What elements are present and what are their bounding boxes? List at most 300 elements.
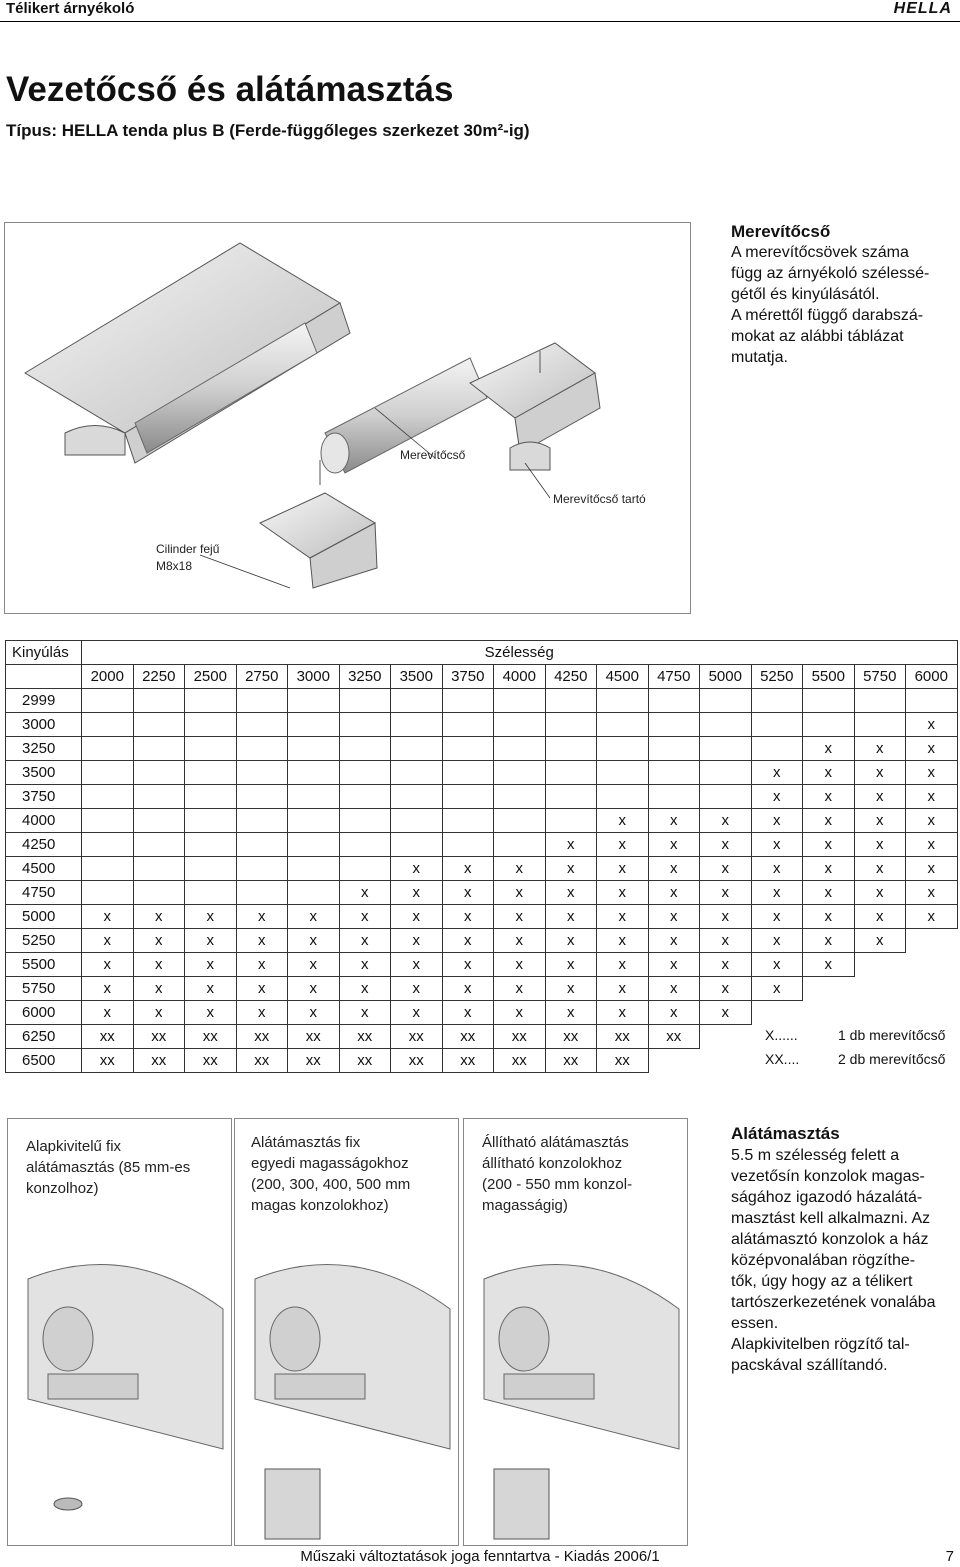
table-cell: x [545, 833, 597, 857]
table-cell: x [391, 905, 443, 929]
table-cell: x [185, 905, 237, 929]
table-cell [133, 761, 185, 785]
table-cell: x [906, 857, 958, 881]
table-cell: x [597, 977, 649, 1001]
table-cell [391, 761, 443, 785]
table-cell: x [82, 929, 134, 953]
support-1-drawing [8, 1249, 231, 1529]
table-cell: x [185, 953, 237, 977]
table-cell: x [185, 929, 237, 953]
table-cell [288, 689, 340, 713]
table-cell [133, 713, 185, 737]
table-cell: xx [494, 1049, 546, 1073]
table-cell: x [442, 977, 494, 1001]
table-cell: x [339, 929, 391, 953]
table-cell: x [288, 1001, 340, 1025]
table-cell: x [82, 1001, 134, 1025]
label-screw-line2: M8x18 [156, 559, 193, 573]
column-width-label: 3750 [442, 665, 494, 689]
table-cell [751, 737, 803, 761]
table-cell [133, 833, 185, 857]
table-cell: x [442, 881, 494, 905]
table-cell [391, 833, 443, 857]
table-cell: x [803, 857, 855, 881]
table-row [6, 761, 958, 785]
table-cell [442, 785, 494, 809]
table-cell [597, 737, 649, 761]
support-box-1 [7, 1118, 232, 1546]
table-cell: x [648, 809, 700, 833]
table-cell: x [751, 833, 803, 857]
empty-cell [906, 953, 958, 977]
empty-cell [906, 929, 958, 953]
column-width-label: 5000 [700, 665, 752, 689]
table-cell [236, 833, 288, 857]
table-cell: x [751, 953, 803, 977]
tube-info-text: A merevítőcsövek száma függ az árnyékoló szélessé- gétől és kinyúlásától. A mérettől függő darabszá- mokat az alábbi táblázat mutatja. [731, 244, 930, 366]
table-cell [82, 833, 134, 857]
table-cell: x [648, 833, 700, 857]
table-cell: x [288, 977, 340, 1001]
table-cell [236, 737, 288, 761]
table-cell [494, 689, 546, 713]
table-cell [82, 785, 134, 809]
table-cell: x [854, 785, 906, 809]
support-3-text: Állítható alátámasztás állítható konzolokhoz (200 - 550 mm konzol- magasságig) [482, 1134, 633, 1214]
table-cell [133, 689, 185, 713]
table-cell: x [339, 977, 391, 1001]
table-cell: xx [236, 1025, 288, 1049]
table-cell [236, 713, 288, 737]
holder-left [65, 426, 125, 456]
table-cell: x [288, 905, 340, 929]
empty-cell [803, 1001, 855, 1025]
table-cell [82, 809, 134, 833]
table-row [6, 905, 958, 929]
table-cell: x [185, 977, 237, 1001]
table-cell [236, 689, 288, 713]
table-cell: x [751, 857, 803, 881]
table-cell: x [700, 1001, 752, 1025]
table-cell [288, 737, 340, 761]
table-cell: x [442, 905, 494, 929]
table-row [6, 1049, 958, 1073]
table-cell: xx [185, 1025, 237, 1049]
holder-right [510, 442, 550, 470]
table-cell: x [391, 929, 443, 953]
table-cell [236, 881, 288, 905]
table-cell: x [648, 857, 700, 881]
table-cell: x [700, 905, 752, 929]
table-cell [648, 737, 700, 761]
empty-cell [648, 1049, 700, 1073]
column-width-label: 3250 [339, 665, 391, 689]
table-cell [391, 689, 443, 713]
table-cell [339, 689, 391, 713]
table-cell [288, 809, 340, 833]
table-cell [597, 761, 649, 785]
table-cell: x [803, 905, 855, 929]
table-row [6, 833, 958, 857]
tube-info-title: Merevítőcső [731, 222, 831, 241]
table-cell: x [494, 857, 546, 881]
table-cell: xx [545, 1025, 597, 1049]
table-cell: x [700, 833, 752, 857]
table-cell: x [545, 857, 597, 881]
table-cell: x [597, 857, 649, 881]
column-width-label: 2000 [82, 665, 134, 689]
table-cell: x [854, 761, 906, 785]
row-extent-label: 6250 [6, 1025, 82, 1049]
brand-logo: HELLA [893, 0, 952, 17]
table-cell: x [700, 857, 752, 881]
page-number: 7 [945, 1548, 954, 1565]
table-cell [133, 857, 185, 881]
row-extent-label: 3250 [6, 737, 82, 761]
column-header-label: Szélesség [82, 641, 958, 665]
table-cell: xx [494, 1025, 546, 1049]
table-cell: x [288, 953, 340, 977]
table-cell: x [82, 953, 134, 977]
table-cell: x [185, 1001, 237, 1025]
table-cell [494, 809, 546, 833]
table-cell [82, 737, 134, 761]
table-cell [494, 737, 546, 761]
header-divider [0, 21, 960, 22]
table-cell [803, 689, 855, 713]
table-cell: x [442, 929, 494, 953]
table-cell: x [854, 905, 906, 929]
table-cell: x [854, 833, 906, 857]
column-width-label: 4500 [597, 665, 649, 689]
table-cell [442, 809, 494, 833]
table-cell: xx [648, 1025, 700, 1049]
label-tube: Merevítőcső [400, 448, 466, 462]
table-cell: x [339, 1001, 391, 1025]
table-cell: x [648, 977, 700, 1001]
table-cell [391, 785, 443, 809]
empty-cell [854, 977, 906, 1001]
column-width-label: 5250 [751, 665, 803, 689]
row-extent-label: 5250 [6, 929, 82, 953]
empty-cell [700, 1049, 752, 1073]
table-cell: x [751, 809, 803, 833]
table-cell: x [597, 833, 649, 857]
table-cell [82, 857, 134, 881]
table-cell [288, 761, 340, 785]
table-cell: x [545, 929, 597, 953]
table-cell: xx [597, 1049, 649, 1073]
table-cell [185, 785, 237, 809]
support-3-drawing [464, 1249, 687, 1544]
table-cell: x [803, 881, 855, 905]
row-extent-label: 5000 [6, 905, 82, 929]
table-cell: x [648, 929, 700, 953]
table-cell: xx [339, 1025, 391, 1049]
table-cell: x [339, 881, 391, 905]
table-cell [700, 785, 752, 809]
table-cell [700, 761, 752, 785]
table-cell [339, 833, 391, 857]
table-cell: xx [442, 1049, 494, 1073]
table-cell: xx [597, 1025, 649, 1049]
corner-cell [6, 665, 82, 689]
column-width-label: 4750 [648, 665, 700, 689]
section-title: Télikert árnyékoló [6, 0, 135, 17]
table-cell: x [133, 977, 185, 1001]
table-row [6, 953, 958, 977]
table-cell: x [854, 737, 906, 761]
table-cell: x [494, 953, 546, 977]
table-cell: x [803, 929, 855, 953]
table-row [6, 929, 958, 953]
table-cell [82, 689, 134, 713]
table-cell [751, 713, 803, 737]
table-cell: x [906, 905, 958, 929]
table-cell [494, 713, 546, 737]
table-cell: x [700, 881, 752, 905]
support-info-text: 5.5 m szélesség felett a vezetősín konzolok magas- ságához igazodó házalátá- masztást kell alkalmazni. Az alátámasztó konzolok a ház középvonalában rögzíthe- tők, úgy hogy az a télikert tartószerkezetének vonalába essen. Alapkivitelben rögzítő tal- pacskával szállítandó. [731, 1147, 936, 1374]
table-cell: x [545, 953, 597, 977]
table-cell: x [854, 857, 906, 881]
table-cell: xx [288, 1049, 340, 1073]
table-cell: xx [82, 1025, 134, 1049]
support-info-title: Alátámasztás [731, 1124, 840, 1143]
table-cell [442, 761, 494, 785]
column-width-label: 2250 [133, 665, 185, 689]
table-cell: x [648, 1001, 700, 1025]
table-cell [133, 809, 185, 833]
row-extent-label: 5750 [6, 977, 82, 1001]
table-cell [545, 809, 597, 833]
table-cell: x [751, 881, 803, 905]
row-extent-label: 3750 [6, 785, 82, 809]
table-cell: x [597, 953, 649, 977]
table-cell [82, 761, 134, 785]
table-cell [236, 809, 288, 833]
table-cell: x [906, 737, 958, 761]
table-cell: x [700, 953, 752, 977]
table-row [6, 713, 958, 737]
table-cell: x [391, 953, 443, 977]
row-extent-label: 6500 [6, 1049, 82, 1073]
table-cell [648, 689, 700, 713]
table-cell: xx [442, 1025, 494, 1049]
table-header-row [6, 641, 958, 665]
table-cell: x [391, 857, 443, 881]
table-cell: x [648, 953, 700, 977]
table-cell: x [391, 977, 443, 1001]
table-cell: x [906, 785, 958, 809]
table-cell: xx [185, 1049, 237, 1073]
table-cell [133, 785, 185, 809]
empty-cell [854, 1001, 906, 1025]
table-cell [597, 689, 649, 713]
table-cell: x [545, 977, 597, 1001]
table-cell [648, 785, 700, 809]
table-cell: x [597, 905, 649, 929]
table-cell [339, 785, 391, 809]
table-cell: x [597, 1001, 649, 1025]
table-cell [82, 713, 134, 737]
table-cell: x [545, 905, 597, 929]
table-cell [442, 713, 494, 737]
table-row [6, 737, 958, 761]
legend-xx-desc: 2 db merevítőcső [838, 1051, 946, 1067]
page-title: Vezetőcső és alátámasztás [6, 70, 454, 109]
table-cell: x [906, 713, 958, 737]
table-cell: x [82, 977, 134, 1001]
table-cell [494, 761, 546, 785]
table-cell [700, 737, 752, 761]
table-cell: x [236, 905, 288, 929]
table-cell: x [236, 953, 288, 977]
column-width-label: 3500 [391, 665, 443, 689]
column-width-label: 3000 [288, 665, 340, 689]
table-cell: x [133, 953, 185, 977]
table-cell [648, 761, 700, 785]
table-cell: x [494, 929, 546, 953]
table-cell [391, 737, 443, 761]
row-extent-label: 5500 [6, 953, 82, 977]
table-cell [82, 881, 134, 905]
table-cell [700, 689, 752, 713]
table-cell: xx [82, 1049, 134, 1073]
table-cell [185, 857, 237, 881]
table-cell: xx [236, 1049, 288, 1073]
table-cell: x [751, 761, 803, 785]
table-cell [854, 689, 906, 713]
row-extent-label: 4250 [6, 833, 82, 857]
table-row [6, 857, 958, 881]
table-cell: x [906, 761, 958, 785]
tube-count-table [5, 640, 958, 1073]
label-tube-holder: Merevítőcső tartó [553, 492, 646, 506]
table-cell: x [803, 833, 855, 857]
table-cell [494, 833, 546, 857]
table-cell: x [597, 881, 649, 905]
table-cell [185, 833, 237, 857]
table-cell: x [442, 953, 494, 977]
table-cell [236, 785, 288, 809]
row-extent-label: 4750 [6, 881, 82, 905]
table-cell [339, 713, 391, 737]
table-cell [854, 713, 906, 737]
tube-assembly-drawing [5, 223, 690, 613]
support-2-drawing [235, 1249, 458, 1544]
table-cell: x [803, 761, 855, 785]
table-cell [236, 857, 288, 881]
column-width-label: 4250 [545, 665, 597, 689]
empty-cell [854, 953, 906, 977]
table-cell [236, 761, 288, 785]
column-width-label: 6000 [906, 665, 958, 689]
table-cell [288, 833, 340, 857]
support-2-text: Alátámasztás fix egyedi magasságokhoz (200, 300, 400, 500 mm magas konzolokhoz) [251, 1134, 411, 1214]
column-width-label: 4000 [494, 665, 546, 689]
table-cell [700, 713, 752, 737]
table-cell: x [236, 977, 288, 1001]
table-cell: x [236, 1001, 288, 1025]
table-cell: xx [133, 1025, 185, 1049]
table-cell: x [854, 929, 906, 953]
page-subtitle: Típus: HELLA tenda plus B (Ferde-függőleges szerkezet 30m²-ig) [6, 121, 530, 140]
table-cell: x [442, 1001, 494, 1025]
label-screw-line1: Cilinder fejű [156, 542, 220, 556]
table-cell: xx [133, 1049, 185, 1073]
table-cell: x [751, 785, 803, 809]
table-row [6, 881, 958, 905]
table-cell: x [494, 905, 546, 929]
table-cell: x [803, 785, 855, 809]
row-extent-label: 3000 [6, 713, 82, 737]
table-cell [803, 713, 855, 737]
table-cell: x [288, 929, 340, 953]
table-cell: x [236, 929, 288, 953]
table-cell: x [494, 1001, 546, 1025]
table-cell: xx [339, 1049, 391, 1073]
support-box-3 [463, 1118, 688, 1546]
table-cell: x [339, 953, 391, 977]
table-cell: x [700, 809, 752, 833]
table-cell [288, 785, 340, 809]
table-cell [545, 713, 597, 737]
table-cell: x [803, 953, 855, 977]
table-cell [339, 761, 391, 785]
empty-cell [751, 1001, 803, 1025]
column-width-label: 2750 [236, 665, 288, 689]
empty-cell [803, 977, 855, 1001]
support-box-2 [234, 1118, 459, 1546]
table-cell: x [545, 1001, 597, 1025]
table-cell [442, 833, 494, 857]
table-row [6, 1001, 958, 1025]
table-cell: x [391, 881, 443, 905]
table-cell: x [700, 929, 752, 953]
table-cell: x [648, 881, 700, 905]
table-cell: x [494, 881, 546, 905]
column-width-label: 2500 [185, 665, 237, 689]
table-cell [545, 785, 597, 809]
empty-cell [906, 1001, 958, 1025]
table-cell [185, 713, 237, 737]
table-cell: x [133, 1001, 185, 1025]
table-cell: x [133, 905, 185, 929]
table-cell [597, 713, 649, 737]
table-cell [494, 785, 546, 809]
table-cell [648, 713, 700, 737]
table-cell: x [391, 1001, 443, 1025]
table-cell [288, 713, 340, 737]
table-cell [906, 689, 958, 713]
table-cell [185, 689, 237, 713]
table-cell: x [803, 737, 855, 761]
table-cell: x [751, 905, 803, 929]
support-1-text: Alapkivitelű fix alátámasztás (85 mm-es konzolhoz) [26, 1138, 191, 1197]
table-cell [185, 881, 237, 905]
table-cell [597, 785, 649, 809]
table-cell [288, 857, 340, 881]
legend-x-desc: 1 db merevítőcső [838, 1027, 946, 1043]
table-cell [339, 737, 391, 761]
legend-xx-key: XX.... [765, 1051, 800, 1067]
table-cell: x [82, 905, 134, 929]
table-cell [288, 881, 340, 905]
table-cell [339, 809, 391, 833]
table-cell: x [545, 881, 597, 905]
table-cell: x [751, 977, 803, 1001]
row-header-label: Kinyúlás [6, 641, 82, 665]
